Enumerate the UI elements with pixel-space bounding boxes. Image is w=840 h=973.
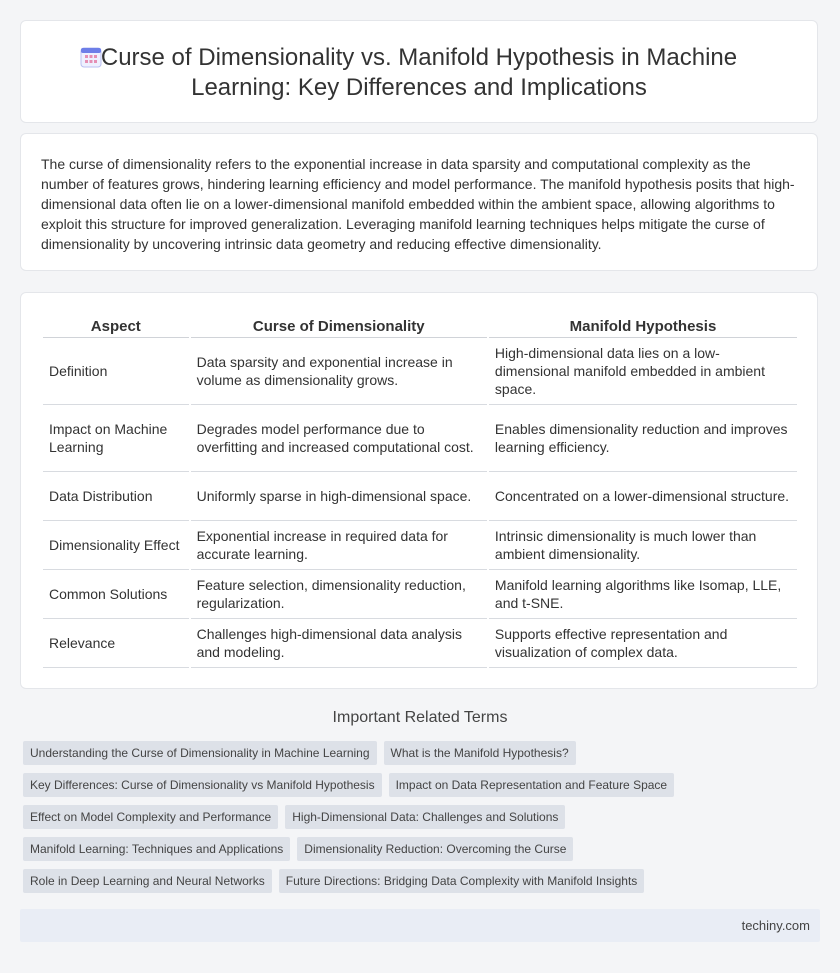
footer xyxy=(20,909,820,942)
table-row xyxy=(43,405,797,472)
aspect-cell: Relevance xyxy=(43,619,189,668)
related-term-tag[interactable]: Key Differences: Curse of Dimensionality vs Manifold Hypothesis xyxy=(23,773,382,797)
table-row xyxy=(43,472,797,521)
related-term-tag[interactable]: Role in Deep Learning and Neural Networks xyxy=(23,869,272,893)
comparison-table-card xyxy=(20,292,818,689)
curse-cell: Feature selection, dimensionality reduction, regularization. xyxy=(191,570,487,619)
table-header-row xyxy=(43,315,797,338)
summary-paragraph: The curse of dimensionality refers to the exponential increase in data sparsity and computational complexity as the number of features grows, hindering learning efficiency and model performance. The manifold hypothesis posits that high-dimensional data often lie on a lower-dimensional manifold embedded within the ambient space, allowing algorithms to exploit this structure for improved generalization. Leveraging manifold learning techniques helps mitigate the curse of dimensionality by uncovering intrinsic data geometry and reducing effective dimensionality. xyxy=(41,156,795,252)
header-manifold: Manifold Hypothesis xyxy=(489,315,797,338)
manifold-cell: Supports effective representation and visualization of complex data. xyxy=(489,619,797,668)
aspect-cell: Dimensionality Effect xyxy=(43,521,189,570)
tag-row xyxy=(23,741,703,765)
tag-row xyxy=(23,869,703,893)
comparison-table xyxy=(41,315,799,668)
curse-cell: Exponential increase in required data for accurate learning. xyxy=(191,521,487,570)
related-terms-list xyxy=(23,741,703,901)
manifold-cell: Concentrated on a lower-dimensional structure. xyxy=(489,472,797,521)
page-title: Curse of Dimensionality vs. Manifold Hypothesis in Machine Learning: Key Differences and Implications xyxy=(100,44,738,101)
related-term-tag[interactable]: Understanding the Curse of Dimensionality in Machine Learning xyxy=(23,741,377,765)
curse-cell: Data sparsity and exponential increase in volume as dimensionality grows. xyxy=(191,338,487,405)
related-term-tag[interactable]: Dimensionality Reduction: Overcoming the Curse xyxy=(297,837,573,861)
curse-cell: Uniformly sparse in high-dimensional space. xyxy=(191,472,487,521)
related-terms-title: Important Related Terms xyxy=(332,709,508,726)
aspect-cell: Definition xyxy=(43,338,189,405)
manifold-cell: Enables dimensionality reduction and improves learning efficiency. xyxy=(489,405,797,472)
aspect-cell: Common Solutions xyxy=(43,570,189,619)
table-row xyxy=(43,338,797,405)
related-term-tag[interactable]: Impact on Data Representation and Feature Space xyxy=(389,773,675,797)
table-row xyxy=(43,570,797,619)
header-aspect: Aspect xyxy=(43,315,189,338)
related-term-tag[interactable]: Manifold Learning: Techniques and Applications xyxy=(23,837,290,861)
header-curse: Curse of Dimensionality xyxy=(191,315,487,338)
table-row xyxy=(43,619,797,668)
related-term-tag[interactable]: What is the Manifold Hypothesis? xyxy=(384,741,576,765)
aspect-cell: Impact on Machine Learning xyxy=(43,405,189,472)
summary-card xyxy=(20,133,818,271)
manifold-cell: Manifold learning algorithms like Isomap, LLE, and t-SNE. xyxy=(489,570,797,619)
table-row xyxy=(43,521,797,570)
aspect-cell: Data Distribution xyxy=(43,472,189,521)
tag-row xyxy=(23,773,703,797)
tag-row xyxy=(23,837,703,861)
manifold-cell: Intrinsic dimensionality is much lower than ambient dimensionality. xyxy=(489,521,797,570)
manifold-cell: High-dimensional data lies on a low-dimensional manifold embedded in ambient space. xyxy=(489,338,797,405)
site-name[interactable]: techiny.com xyxy=(741,918,810,933)
curse-cell: Degrades model performance due to overfitting and increased computational cost. xyxy=(191,405,487,472)
header-card xyxy=(20,20,818,123)
tag-row xyxy=(23,805,703,829)
related-term-tag[interactable]: Effect on Model Complexity and Performance xyxy=(23,805,278,829)
related-term-tag[interactable]: Future Directions: Bridging Data Complexity with Manifold Insights xyxy=(279,869,644,893)
curse-cell: Challenges high-dimensional data analysis and modeling. xyxy=(191,619,487,668)
related-term-tag[interactable]: High-Dimensional Data: Challenges and Solutions xyxy=(285,805,565,829)
